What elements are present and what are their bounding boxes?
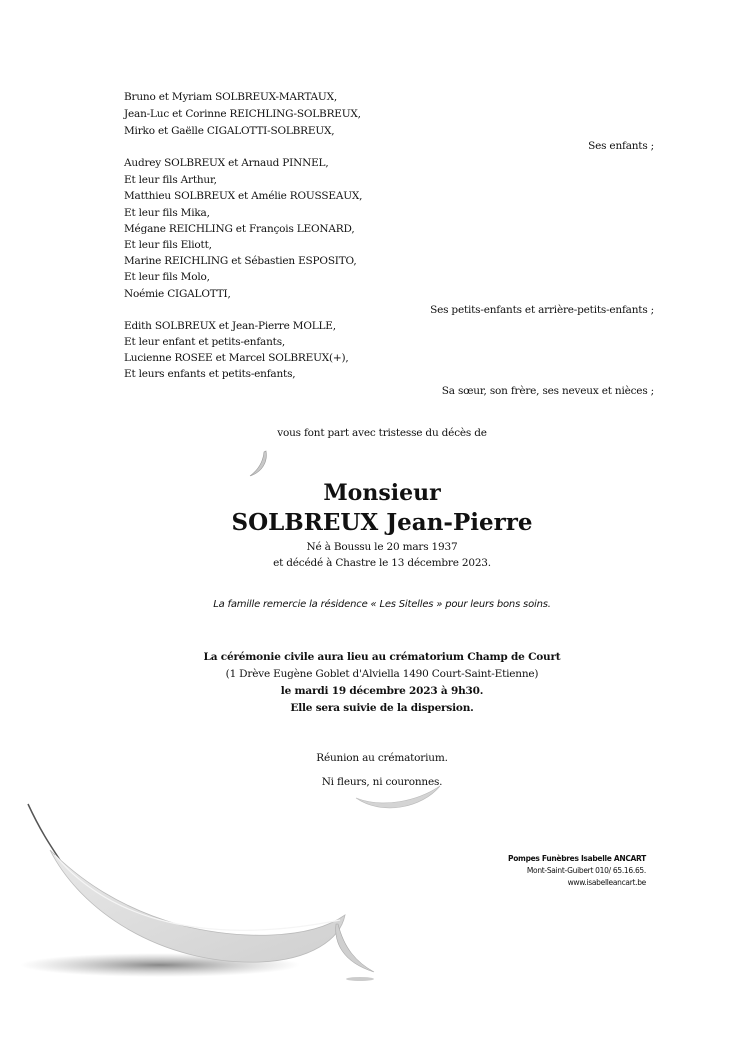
ceremony-followup: Elle sera suivie de la dispersion.	[290, 702, 474, 714]
funeral-company: Pompes Funèbres Isabelle ANCART	[508, 854, 646, 863]
family-line: Marine REICHLING et Sébastien ESPOSITO,	[124, 255, 357, 267]
funeral-contact: Mont-Saint-Guibert 010/ 65.16.65.	[526, 866, 646, 875]
family-line: Mégane REICHLING et François LEONARD,	[124, 223, 355, 235]
family-line: Et leur fils Eliott,	[124, 239, 212, 251]
small-feather-icon	[244, 448, 274, 480]
family-line: Lucienne ROSEE et Marcel SOLBREUX(+),	[124, 352, 349, 364]
thanks-text: La famille remercie la résidence « Les Sitelles » pour leurs bons soins.	[213, 599, 551, 610]
deceased-name: SOLBREUX Jean-Pierre	[231, 509, 533, 536]
grandchildren-caption: Ses petits-enfants et arrière-petits-enfants ;	[430, 304, 654, 316]
family-line: Mirko et Gaëlle CIGALOTTI-SOLBREUX,	[124, 125, 335, 137]
family-line: Noémie CIGALOTTI,	[124, 288, 231, 300]
deceased-title: Monsieur	[323, 480, 441, 506]
ceremony-text: La cérémonie civile aura lieu au crématorium Champ de Court	[203, 651, 561, 663]
death-info: et décédé à Chastre le 13 décembre 2023.	[273, 557, 491, 569]
family-line: Jean-Luc et Corinne REICHLING-SOLBREUX,	[124, 108, 361, 120]
large-feather-icon	[10, 790, 350, 990]
small-feather-icon	[330, 922, 378, 982]
ceremony-date: le mardi 19 décembre 2023 à 9h30.	[280, 685, 484, 697]
announcement-text: vous font part avec tristesse du décès de	[277, 427, 487, 439]
family-line: Et leurs enfants et petits-enfants,	[124, 368, 296, 380]
children-caption: Ses enfants ;	[588, 140, 654, 152]
family-line: Et leur fils Arthur,	[124, 174, 217, 186]
flowers-note: Ni fleurs, ni couronnes.	[321, 776, 443, 788]
family-line: Et leur fils Molo,	[124, 271, 210, 283]
family-line: Edith SOLBREUX et Jean-Pierre MOLLE,	[124, 320, 336, 332]
family-line: Et leur enfant et petits-enfants,	[124, 336, 286, 348]
feather-icon	[352, 782, 444, 816]
family-line: Matthieu SOLBREUX et Amélie ROUSSEAUX,	[124, 190, 363, 202]
family-line: Et leur fils Mika,	[124, 207, 210, 219]
family-line: Bruno et Myriam SOLBREUX-MARTAUX,	[124, 91, 337, 103]
reunion-note: Réunion au crématorium.	[316, 752, 448, 764]
birth-info: Né à Boussu le 20 mars 1937	[306, 541, 458, 553]
family-line: Audrey SOLBREUX et Arnaud PINNEL,	[124, 157, 329, 169]
siblings-caption: Sa sœur, son frère, ses neveux et nièces ;	[441, 385, 654, 397]
ceremony-address: (1 Drève Eugène Goblet d'Alviella 1490 Court-Saint-Etienne)	[225, 668, 539, 680]
funeral-website[interactable]: www.isabelleancart.be	[567, 878, 646, 887]
